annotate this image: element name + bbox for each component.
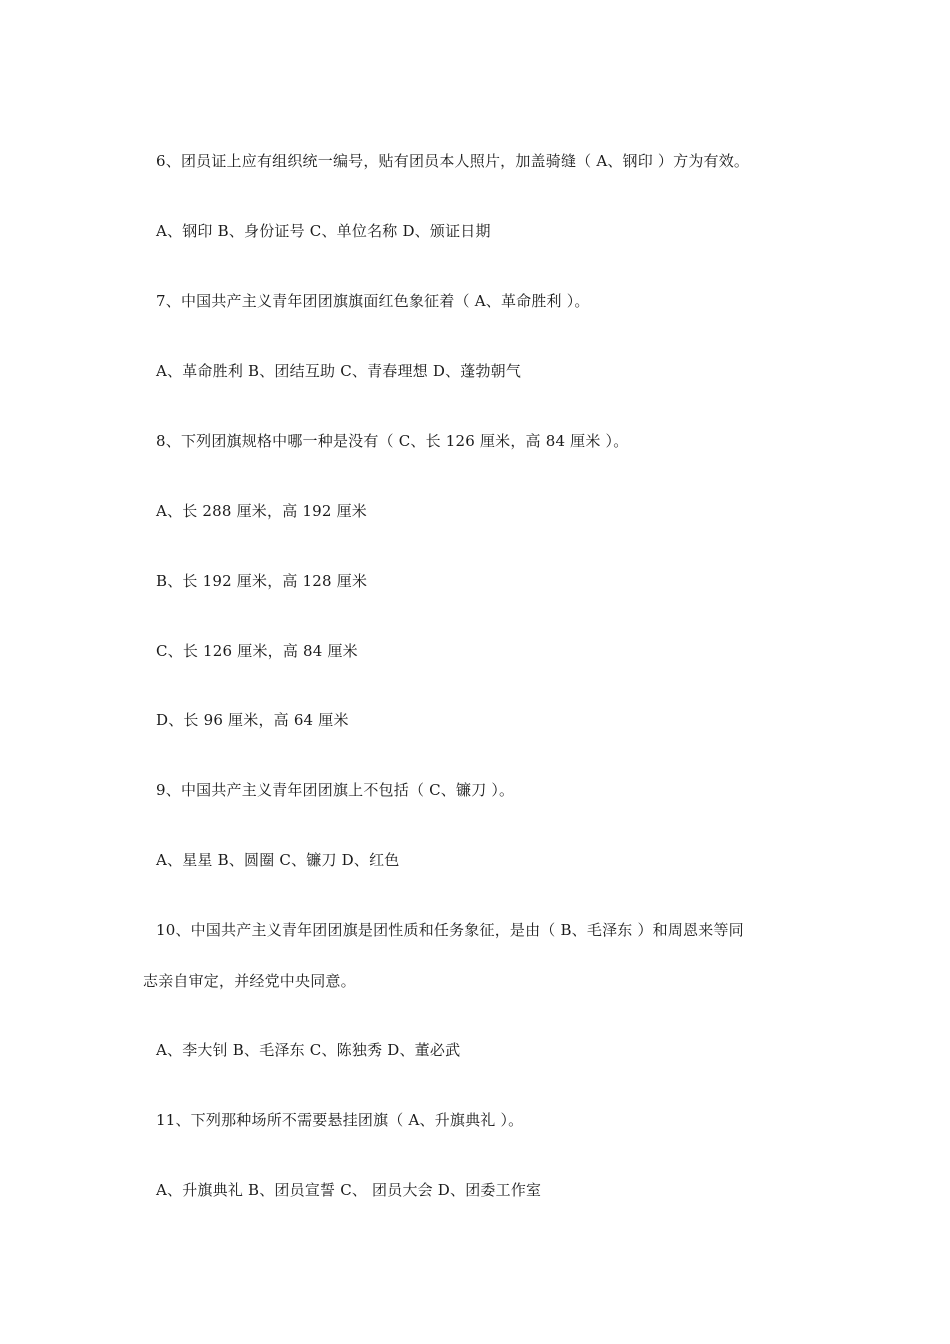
question-7: 7、中国共产主义青年团团旗旗面红色象征着（ A、革命胜利 ）。 xyxy=(156,292,590,310)
question-8-option-a: A、长 288 厘米，高 192 厘米 xyxy=(156,502,367,520)
question-10-options: A、李大钊 B、毛泽东 C、陈独秀 D、董必武 xyxy=(156,1041,461,1059)
question-7-options: A、革命胜利 B、团结互助 C、青春理想 D、蓬勃朝气 xyxy=(156,362,522,380)
question-8-option-b: B、长 192 厘米，高 128 厘米 xyxy=(156,572,368,590)
question-8-option-c: C、长 126 厘米，高 84 厘米 xyxy=(156,642,358,660)
question-9-options: A、星星 B、圆圈 C、镰刀 D、红色 xyxy=(156,851,400,869)
question-9: 9、中国共产主义青年团团旗上不包括（ C、镰刀 ）。 xyxy=(156,781,515,799)
question-10: 10、中国共产主义青年团团旗是团性质和任务象征，是由（ B、毛泽东 ）和周恩来等同 xyxy=(156,921,744,939)
question-11: 11、下列那种场所不需要悬挂团旗（ A、升旗典礼 ）。 xyxy=(156,1111,524,1129)
question-6: 6、团员证上应有组织统一编号，贴有团员本人照片，加盖骑缝（ A、钢印 ）方为有效。 xyxy=(156,152,750,170)
question-10-continued: 志亲自审定，并经党中央同意。 xyxy=(143,972,356,990)
question-8: 8、下列团旗规格中哪一种是没有（ C、长 126 厘米，高 84 厘米 ）。 xyxy=(156,432,629,450)
question-11-options: A、升旗典礼 B、团员宣誓 C、 团员大会 D、团委工作室 xyxy=(156,1181,542,1199)
question-8-option-d: D、长 96 厘米，高 64 厘米 xyxy=(156,711,349,729)
question-6-options: A、钢印 B、身份证号 C、单位名称 D、颁证日期 xyxy=(156,222,491,240)
